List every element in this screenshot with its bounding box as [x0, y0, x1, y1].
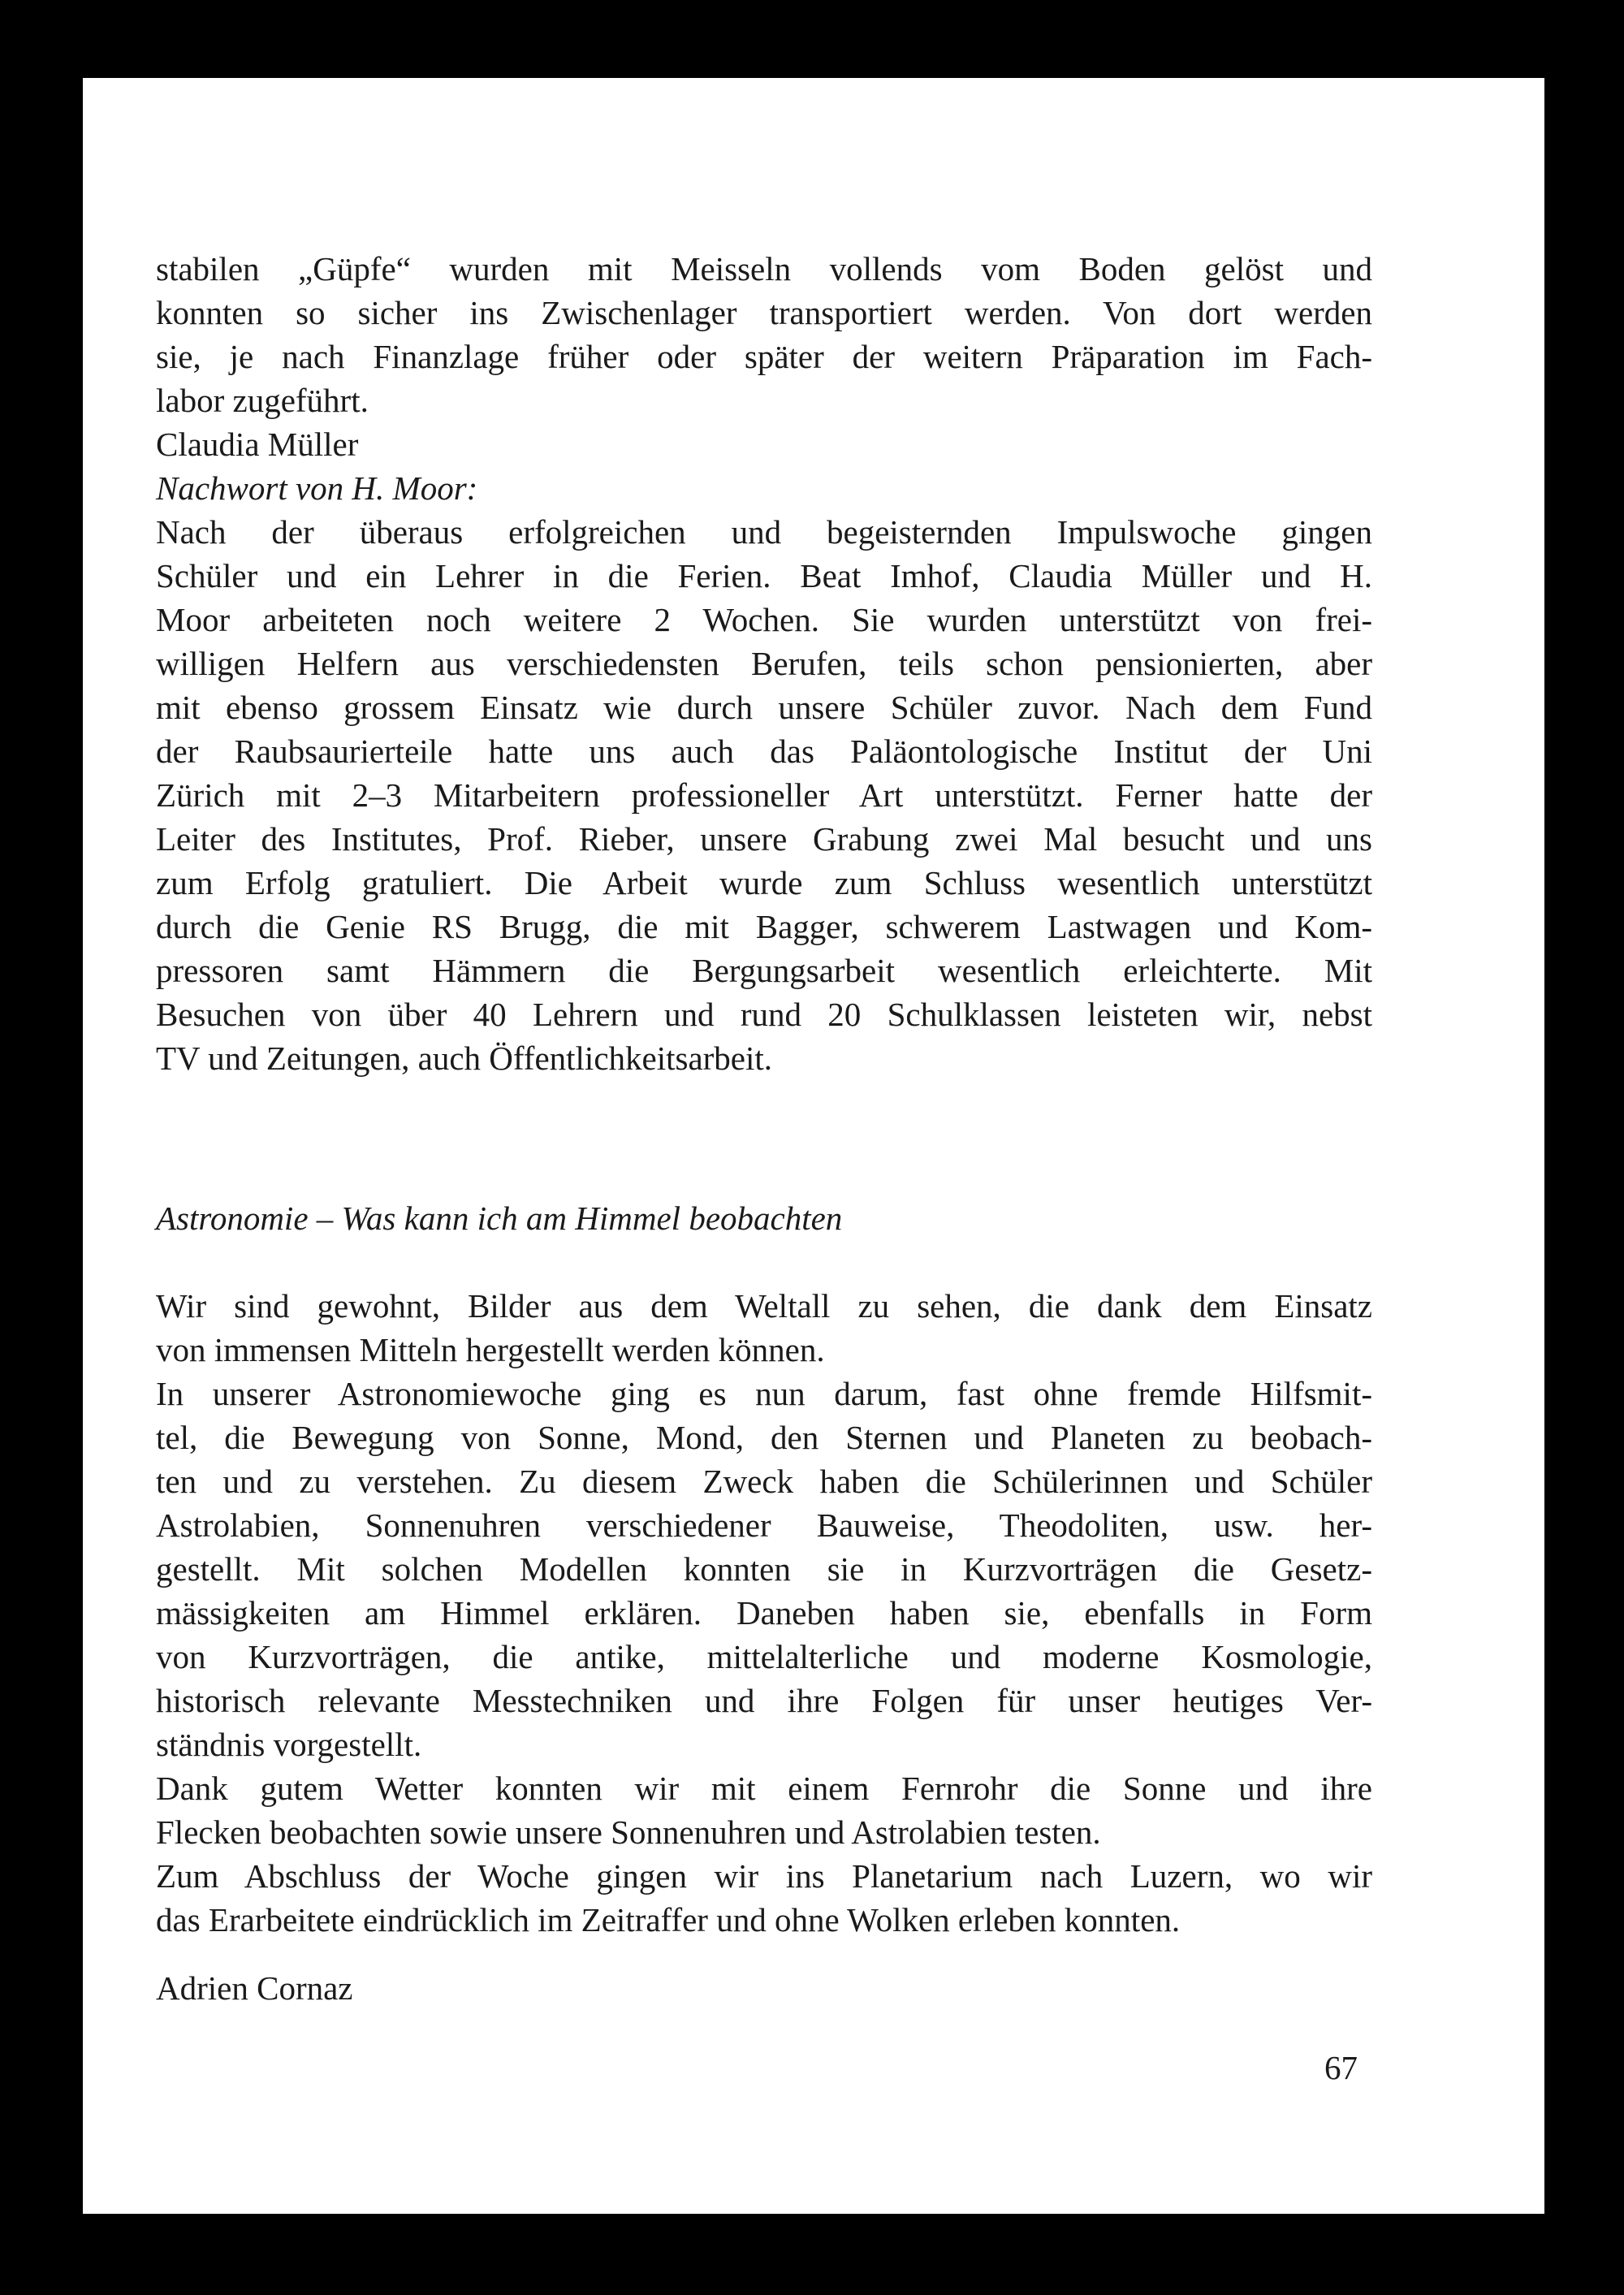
- text-line: konnten so sicher ins Zwischenlager transportiert werden. Von dort werden: [156, 294, 1372, 331]
- text-line: Zürich mit 2–3 Mitarbeitern professioneller Art unterstützt. Ferner hatte der: [156, 776, 1372, 814]
- author-signature-cornaz: Adrien Cornaz: [156, 1969, 353, 2007]
- text-line: sie, je nach Finanzlage früher oder später der weitern Präparation im Fach-: [156, 338, 1372, 375]
- text-line: historisch relevante Messtechniken und ihre Folgen für unser heutiges Ver-: [156, 1682, 1372, 1719]
- text-line: ten und zu verstehen. Zu diesem Zweck haben die Schülerinnen und Schüler: [156, 1463, 1372, 1500]
- text-line: Leiter des Institutes, Prof. Rieber, unsere Grabung zwei Mal besucht und uns: [156, 820, 1372, 858]
- astronomy-paragraph-intro: [156, 1284, 1372, 1372]
- text-line: stabilen „Güpfe“ wurden mit Meisseln vollends vom Boden gelöst und: [156, 250, 1372, 287]
- text-line: pressoren samt Hämmern die Bergungsarbeit wesentlich erleichterte. Mit: [156, 952, 1372, 989]
- text-line: von immensen Mitteln hergestellt werden können.: [156, 1331, 825, 1368]
- astronomy-paragraph-planetarium: [156, 1854, 1372, 1942]
- text-line: von Kurzvorträgen, die antike, mittelalterliche und moderne Kosmologie,: [156, 1638, 1372, 1675]
- text-line: Flecken beobachten sowie unsere Sonnenuhren und Astrolabien testen.: [156, 1813, 1101, 1851]
- text-line: Zum Abschluss der Woche gingen wir ins Planetarium nach Luzern, wo wir: [156, 1857, 1372, 1895]
- astronomy-paragraph-telescope: [156, 1766, 1372, 1854]
- text-line: das Erarbeitete eindrücklich im Zeitraffer und ohne Wolken erleben konnten.: [156, 1901, 1181, 1938]
- text-line: Astrolabien, Sonnenuhren verschiedener Bauweise, Theodoliten, usw. her-: [156, 1506, 1372, 1544]
- text-line: mässigkeiten am Himmel erklären. Daneben haben sie, ebenfalls in Form: [156, 1594, 1372, 1632]
- text-line: labor zugeführt.: [156, 382, 369, 419]
- afterword-paragraph: [156, 510, 1372, 1080]
- astronomy-paragraph-week: [156, 1372, 1372, 1766]
- astronomy-heading: Astronomie – Was kann ich am Himmel beobachten: [156, 1199, 843, 1237]
- text-line: ständnis vorgestellt.: [156, 1726, 422, 1763]
- text-line: TV und Zeitungen, auch Öffentlichkeitsarbeit.: [156, 1039, 773, 1077]
- text-line: durch die Genie RS Brugg, die mit Bagger, schwerem Lastwagen und Kom-: [156, 908, 1372, 945]
- page-number: 67: [1324, 2049, 1358, 2086]
- text-line: zum Erfolg gratuliert. Die Arbeit wurde zum Schluss wesentlich unterstützt: [156, 864, 1372, 901]
- author-signature-mueller: Claudia Müller: [156, 426, 359, 463]
- page-content: [156, 247, 1372, 1080]
- excavation-paragraph: [156, 247, 1372, 422]
- text-line: der Raubsaurierteile hatte uns auch das Paläontologische Institut der Uni: [156, 733, 1372, 770]
- text-line: Wir sind gewohnt, Bilder aus dem Weltall zu sehen, die dank dem Einsatz: [156, 1287, 1372, 1325]
- astronomy-section: [156, 1196, 1372, 2010]
- text-line: In unserer Astronomiewoche ging es nun darum, fast ohne fremde Hilfsmit-: [156, 1375, 1372, 1412]
- text-line: gestellt. Mit solchen Modellen konnten sie in Kurzvorträgen die Gesetz-: [156, 1550, 1372, 1588]
- text-line: willigen Helfern aus verschiedensten Berufen, teils schon pensionierten, aber: [156, 645, 1372, 682]
- text-line: Schüler und ein Lehrer in die Ferien. Beat Imhof, Claudia Müller und H.: [156, 557, 1372, 594]
- afterword-heading: Nachwort von H. Moor:: [156, 469, 478, 507]
- text-line: Besuchen von über 40 Lehrern und rund 20 Schulklassen leisteten wir, nebst: [156, 996, 1372, 1033]
- text-line: Dank gutem Wetter konnten wir mit einem Fernrohr die Sonne und ihre: [156, 1770, 1372, 1807]
- text-line: mit ebenso grossem Einsatz wie durch unsere Schüler zuvor. Nach dem Fund: [156, 689, 1372, 726]
- text-line: tel, die Bewegung von Sonne, Mond, den Sternen und Planeten zu beobach-: [156, 1419, 1372, 1456]
- text-line: Nach der überaus erfolgreichen und begeisternden Impulswoche gingen: [156, 513, 1372, 551]
- text-line: Moor arbeiteten noch weitere 2 Wochen. Sie wurden unterstützt von frei-: [156, 601, 1372, 638]
